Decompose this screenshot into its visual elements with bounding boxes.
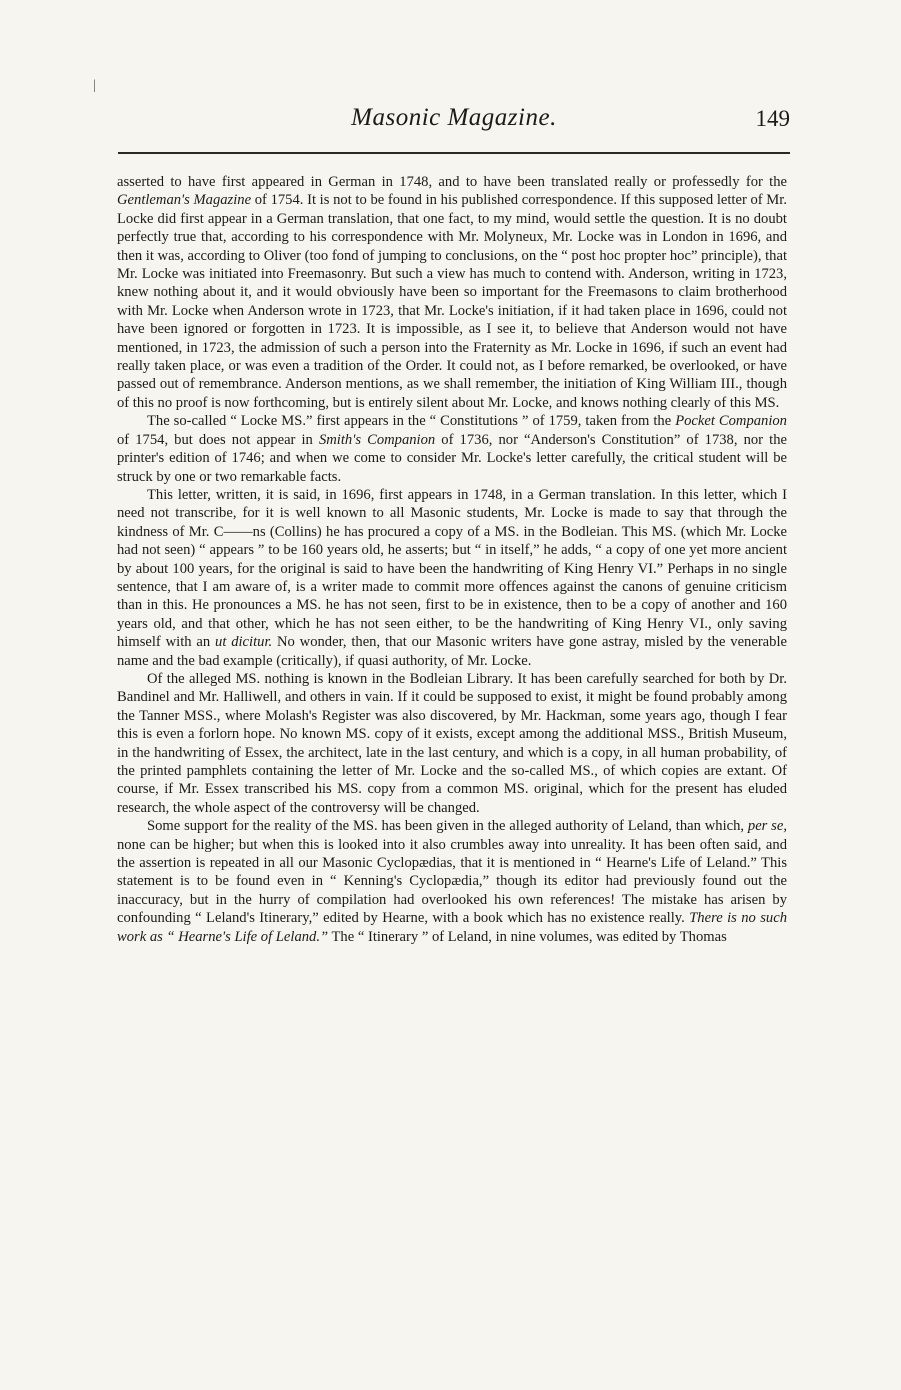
italic-text-run: per se, [747, 818, 787, 835]
text-run: This letter, written, it is said, in 1696, first appears in 1748, in a German translation. In this letter, which I need not transcribe, for it is well known to all Masonic students, Mr. Locke is made to say that through the kindness of Mr. C——ns (Collins) he has procured a copy of a MS. in the Bodleian. This MS. (which Mr. Locke had not seen) “ appears ” to be 160 years old, he asserts; but “ in itself,” he adds, “ a copy of one yet more ancient by about 100 years, for the original is said to have been the handwriting of King Henry VI.” Perhaps in no single sentence, that I am aware of, is a writer made to commit more offences against the canons of genuine criticism than in this. He pronounces a MS. he has not seen, first to be in existence, then to be a copy of another and 160 years old, and that other, which he has not seen either, to be the handwriting of King Henry VI., only saving himself with an [117, 486, 787, 651]
text-run: The so-called “ Locke MS.” first appears in the “ Constitutions ” of 1759, taken from the [147, 413, 676, 430]
italic-text-run: Pocket Companion [675, 413, 787, 430]
paragraph [117, 670, 787, 817]
margin-bar: | [93, 78, 96, 93]
text-run: asserted to have first appeared in German in 1748, and to have been translated really or professedly for the [117, 174, 787, 190]
italic-text-run: ut dicitur. [215, 634, 273, 651]
page-header [118, 104, 790, 140]
paragraph [117, 486, 787, 670]
text-run: The “ Itinerary ” of Leland, in nine volumes, was edited by Thomas [328, 928, 727, 945]
page-number: 149 [755, 106, 790, 131]
text-run: of 1754, but does not appear in [117, 431, 319, 448]
italic-text-run: Smith's Companion [318, 431, 436, 448]
paragraph [117, 173, 787, 412]
article-body [117, 173, 787, 946]
italic-text-run: There is no such work as “ Hearne's Life of Leland.” [117, 910, 787, 945]
paragraph [117, 412, 787, 486]
italic-text-run: Gentleman's Magazine [117, 192, 252, 209]
text-run: No wonder, then, that our Masonic writers have gone astray, misled by the venerable name and the bad example (critically), if quasi authority, of Mr. Locke. [117, 634, 787, 669]
text-run: of 1736, nor “Anderson's Constitution” of 1738, nor the printer's edition of 1746; and when we come to consider Mr. Locke's letter carefully, the critical student will be struck by one or two remarkable facts. [117, 431, 787, 485]
header-rule [118, 152, 790, 154]
text-run: of 1754. It is not to be found in his published correspondence. If this supposed letter of Mr. Locke did first appear in a German translation, that one fact, to my mind, would settle the question. It is no doubt perfectly true that, according to his correspondence with Mr. Molyneux, Mr. Locke was in London in 1696, and then it was, according to Oliver (too fond of jumping to conclusions, on the “ post hoc propter hoc” principle), that Mr. Locke was initiated into Freemasonry. But such a view has much to contend with. Anderson, writing in 1723, knew nothing about it, and it would obviously have been so important for the Freemasons to claim brotherhood with Mr. Locke when Anderson wrote in 1723, that Mr. Locke's initiation, if it had taken place in 1696, could not have been ignored or forgotten in 1723. It is impossible, as I see it, to believe that Anderson would not have mentioned, in 1723, the admission of such a person into the Fraternity as Mr. Locke in 1696, if such an event had really taken place, or was even a tradition of the Order. It could not, as I before remarked, be overlooked, or have passed out of remembrance. Anderson mentions, as we shall remember, the initiation of King William III., though of this no proof is now forthcoming, but is entirely silent about Mr. Locke, and knows nothing clearly of this MS. [117, 192, 787, 411]
text-run: Some support for the reality of the MS. has been given in the alleged authority of Leland, than which, [147, 818, 748, 835]
running-title: Masonic Magazine. [351, 104, 557, 131]
paragraph [117, 817, 787, 946]
text-run: Of the alleged MS. nothing is known in the Bodleian Library. It has been carefully searched for both by Dr. Bandinel and Mr. Halliwell, and others in vain. If it could be supposed to exist, it might be found probably among the Tanner MSS., where Molash's Register was also discovered, by Mr. Hackman, some years ago, though I fear this is even a forlorn hope. No known MS. copy of it exists, except among the additional MSS., British Museum, in the handwriting of Essex, the architect, late in the last century, and which is a copy, in all human probability, of the printed pamphlets containing the letter of Mr. Locke and the so-called MS., of which copies are extant. Of course, if Mr. Essex transcribed his MS. copy from a common MS. original, which for the present has eluded research, the whole aspect of the controversy will be changed. [117, 670, 787, 816]
text-run: none can be higher; but when this is looked into it also crumbles away into unreality. It has been often said, and the assertion is repeated in all our Masonic Cyclopædias, that it is mentioned in “ Hearne's Life of Leland.” This statement is to be found even in “ Kenning's Cyclopædia,” though its editor had previously found out the inaccuracy, but in the hurry of compilation had overlooked his own references! The mistake has arisen by confounding “ Leland's Itinerary,” edited by Hearne, with a book which has no existence really. [117, 836, 787, 927]
